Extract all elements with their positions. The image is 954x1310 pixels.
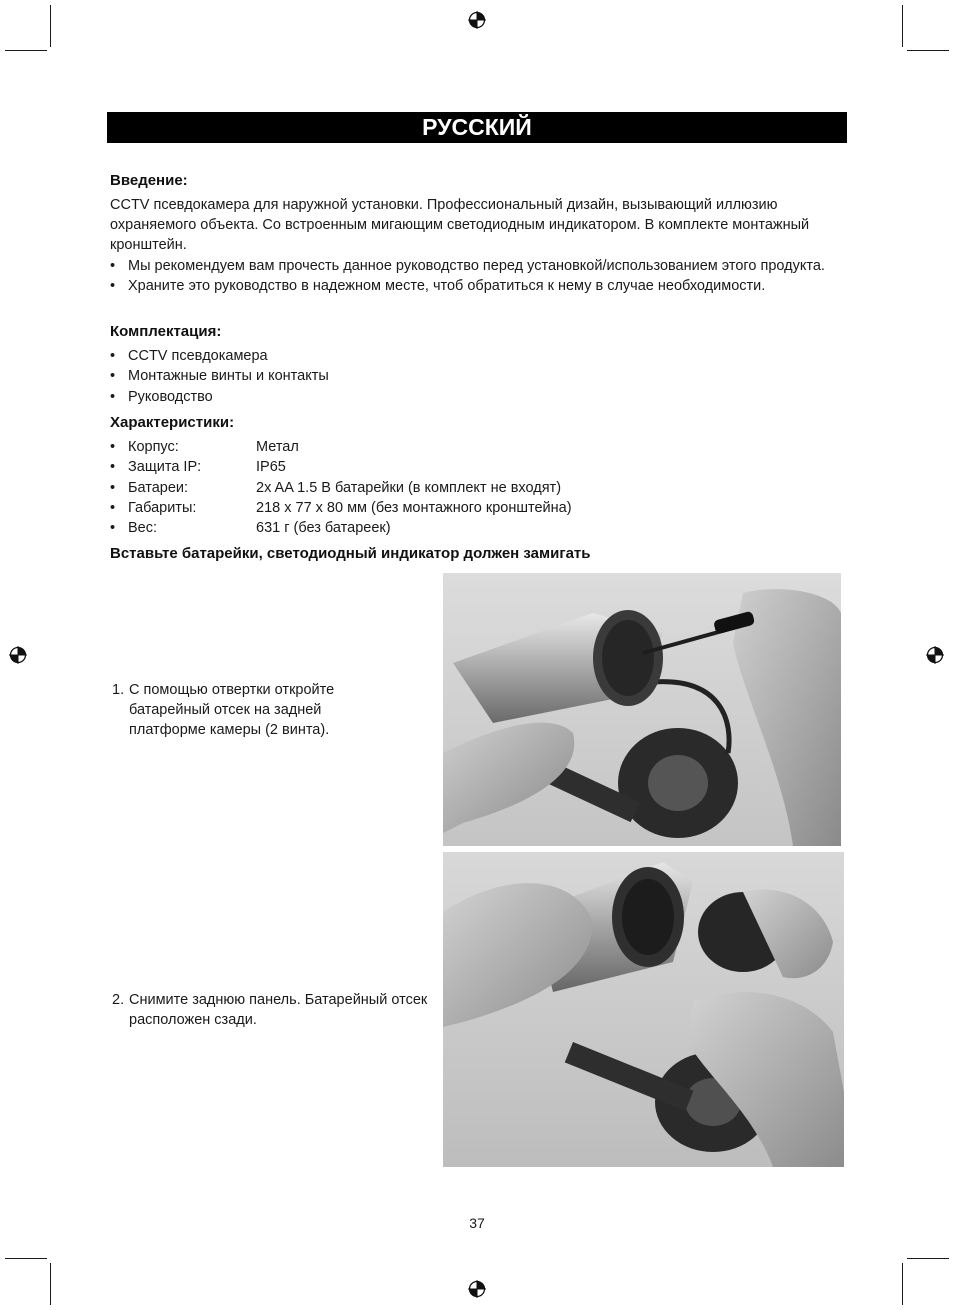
step-text: Снимите заднюю панель. Батарейный отсек расположен сзади. [129,992,428,1028]
crop-mark [902,5,903,47]
step-number: 2. [112,992,125,1008]
crop-mark [5,1258,47,1259]
step-number: 1. [112,682,125,698]
intro-bullet-list [110,256,850,297]
spec-value: 2x AA 1.5 В батарейки (в комплект не входят) [256,479,562,496]
spec-key: Батареи: [128,479,189,496]
spec-key: Корпус: [128,439,179,455]
spec-key: Защита IP: [128,459,202,476]
crop-mark [50,1263,51,1305]
package-heading: Комплектация: [110,323,222,340]
intro-text: CCTV псевдокамера для наружной установки. Профессиональный дизайн, вызывающий иллюзию охраняемого объекта. Со встроенным мигающим светодиодным индикатором. В комплекте монтажный кронштейн. [110,197,810,253]
list-item: • Мы рекомендуем вам прочесть данное руководство перед установкой/использованием этого продукта. [110,256,850,276]
spec-value: Метал [256,439,299,455]
photo-open-battery-compartment [443,573,841,846]
spec-row [110,518,710,538]
spec-value: 218 x 77 x 80 мм (без монтажного кронштейна) [256,499,572,516]
install-step-1 [112,680,432,740]
list-item: • Руководство [110,387,510,407]
spec-row [110,457,710,477]
list-item: • Храните это руководство в надежном месте, чтоб обратиться к нему в случае необходимости. [110,276,850,296]
crop-mark [50,5,51,47]
spec-row [110,478,710,498]
install-step-2 [112,990,432,1030]
spec-row [110,437,710,457]
specs-heading: Характеристики: [110,414,235,431]
spec-value: 631 г (без батареек) [256,520,391,537]
page-number: 37 [469,1215,485,1231]
spec-key: Вес: [128,520,158,537]
language-title-bar: РУССКИЙ [107,112,847,143]
spec-key: Габариты: [128,499,197,516]
crop-mark [5,50,47,51]
registration-mark-icon [468,1280,486,1298]
photo-remove-back-panel [443,852,844,1167]
list-item: • Монтажные винты и контакты [110,366,510,386]
registration-mark-icon [926,646,944,664]
registration-mark-icon [9,646,27,664]
spec-row [110,498,710,518]
specs-list [110,437,710,538]
package-list [110,346,510,407]
crop-mark [907,1258,949,1259]
registration-mark-icon [468,11,486,29]
install-heading: Вставьте батарейки, светодиодный индикатор должен замигать [110,545,591,562]
spec-value: IP65 [256,459,286,476]
crop-mark [902,1263,903,1305]
step-text: С помощью отвертки откройте батарейный отсек на задней платформе камеры (2 винта). [129,682,335,738]
intro-heading: Введение: [110,172,188,189]
list-item: • CCTV псевдокамера [110,346,510,366]
crop-mark [907,50,949,51]
